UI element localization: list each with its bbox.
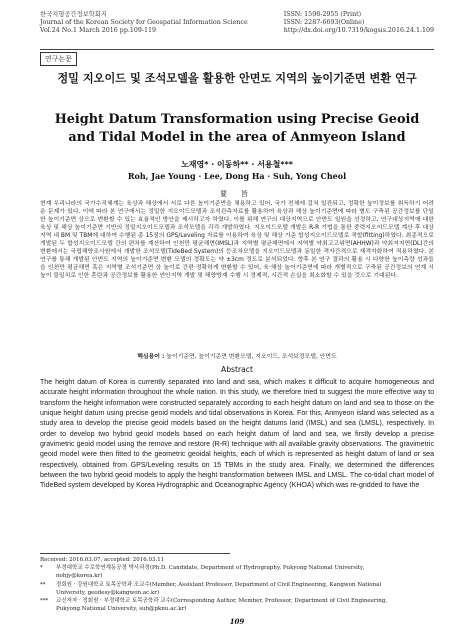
- article-category-badge: 연구논문: [40, 52, 77, 66]
- journal-header-right: [284, 11, 434, 35]
- footnote-2-mark: **: [40, 581, 46, 588]
- footnote-1: [40, 564, 434, 572]
- page-number: 109: [229, 617, 245, 626]
- footnote-3-mark: ***: [40, 598, 49, 605]
- footnote-2-text: 정회원 · 강원대학교 토목공학과 조교수(Member, Assistant Professor, Department of Civil Engineering, Kangwon National: [56, 581, 382, 588]
- footnote-3-text: 교신저자 · 정회원 · 부경대학교 토목공학과 교수(Corresponding Author, Member, Professor, Department of Civil Engineering,: [56, 598, 388, 605]
- title-korean: 정밀 지오이드 및 조석모델을 활용한 안면도 지역의 높이기준면 변환 연구: [57, 72, 417, 85]
- english-abstract-heading: Abstract: [221, 365, 253, 374]
- korean-abstract: [40, 200, 434, 280]
- doi-link[interactable]: http://dx.doi.org/10.7319/kogsis.2016.24.1.109: [283, 27, 434, 34]
- journal-name-korean: 한국지형공간정보학회지: [40, 11, 107, 18]
- footnotes: [40, 556, 434, 613]
- korean-keywords: [40, 351, 434, 360]
- footnote-2-continued[interactable]: University, geodesy@kangwon.ac.kr): [56, 589, 160, 596]
- footnote-3: [40, 597, 434, 605]
- footnote-2: [40, 581, 434, 589]
- journal-name-english: Journal of the Korean Society for Geospatial Information Science: [40, 19, 248, 26]
- keywords-label: 핵심용어 :: [137, 354, 165, 360]
- footnote-divider: [40, 553, 230, 554]
- journal-volume: Vol.24 No.1 March 2016 pp.109-119: [40, 27, 157, 34]
- authors-english: Roh, Jae Young · Lee, Dong Ha · Suh, Yong Cheol: [127, 171, 347, 181]
- korean-abstract-text: 현재 우리나라의 국가수직체계는 육상과 해상에서 서로 다른 높이기준면을 채용하고 있어, 국가 전체에 걸쳐 일관되고, 정확한 높이정보를 취득하기 어려운 문제가 있다. 이에 따라 본 연구에서는 정밀한 지오이드모델과 조석관측자료를 활용하여 육상과 해상 높이기준면에 따라 별도 구축된 공간정보를 단일한 높이기준면 상으로 변환할 수 있는 효율적인 방안을 제시하고자 하였다. 이를 위해 연구의 대상지역으로 안면도 일원을 선정하고, 연구대상지역에 대한 육상 및 해상 높이기준면 기반의 정밀지오이드모델과 조석모델을 각각 개발하였다. 지오이드모델 개발은 R-R 기법을 통한 중력지오이드모델 계산 후 대상지역 내 BM 및 TBM에 대하여 수행된 총 15점의 GPS/Leveling 자료를 이용하여 육상 및 해상 기준 합성지오이드모델로 적합(fitting)하였다. 최종적으로 개발된 두 합성지오이드모델 간의 편차를 계산하여 인천만 평균해면(IMSL)과 지역별 평균해면에서 지역별 약최고고위면(AHHW)과 약최저저면(DL)간의 변환에서는 국립해양조사원에서 개발한 조석모델(TideBed System)의 등조차모델을 지오이드모델과 동일한 격자간격으로 재격자화하여 적용하였다. 본 연구를 통해 개발된 안면도 지역의 높이기준면 변환 모델의 정확도는 약 ±3cm 정도로 분석되었다. 향후 본 연구 결과의 활용 시 다양한 높이측량 성과들을 인천만 평균해면 혹은 지역별 조석기준면 상 높이로 간편·정확하게 변환할 수 있어, 육·해상 높이기준면에 따라 개별적으로 구축된 공간정보의 연계 시 높이 불일치로 인한 혼란과 공간정보를 활용한 연안지역 개발 및 해양방재 수행 시 경제적, 시간적 손실을 최소화할 수 있을 것으로 기대된다.: [40, 201, 434, 280]
- korean-abstract-heading: 要 旨: [220, 190, 254, 198]
- authors-korean: 노재영* · 이동하** · 서용철***: [181, 160, 293, 169]
- keywords-text: 높이기준면, 높이기준면 변환모델, 지오이드, 조석보정모델, 안면도: [166, 354, 337, 360]
- issn-print: ISSN: 1598-2955 (Print): [283, 11, 362, 18]
- footnote-1-text: 부경대학교 수로학연계동공정 박사과정(Ph.D. Candidate, Department of Hydrography, Pukyong National University,: [56, 565, 365, 572]
- footnote-3-continued[interactable]: Pukyong National University, suh@pknu.ac.kr): [56, 606, 187, 613]
- header-divider: [40, 49, 434, 50]
- issn-online: ISSN: 2287-6693(Online): [283, 19, 365, 26]
- journal-header-left: [40, 11, 248, 35]
- english-abstract-text: The height datum of Korea is currently separated into land and sea, which makes it difficult to acquire homogeneous and accurate height information throughout the whole nation. In this study, we therefore tried to suggest the more effective way to transform the height information were constructed separately according to each height datum on land and sea to those on the unique height datum using precise geoid models and tidal observations in Korea. For this, Anmyeon island was selected as a study area to develop the precise geoid models based on the height datums land (IMSL) and sea (LMSL), respectively. In order to develop two hybrid geoid models based on each height datum of land and sea, we firstly develop a precise gravimetric geoid model using the remove and restore (R-R) technique with all available gravity observations. The gravimetric geoid model were then fitted to the geometric geoidal heights, each of which is represented as height datum of land or sea respectively, obtained from GPS/Leveling results on 15 TBMs in the study area. Finally, we determined the differences between the two hybrid geoid models to apply the height transformation between IMSL and LMSL. The co-tidal chart model of TideBed system developed by Korea Hydrographic and Oceanographic Agency (KHOA) which was re-gridded to have the: [40, 379, 434, 490]
- title-english: Height Datum Transformation using Precise Geoid and Tidal Model in the area of Anmyeon Island: [54, 112, 420, 145]
- footnote-1-email[interactable]: nohjy@korea.kr): [56, 573, 103, 580]
- received-date: Received: 2016.03.07, accepted: 2016.03.11: [40, 557, 165, 563]
- footnote-1-mark: *: [40, 565, 43, 572]
